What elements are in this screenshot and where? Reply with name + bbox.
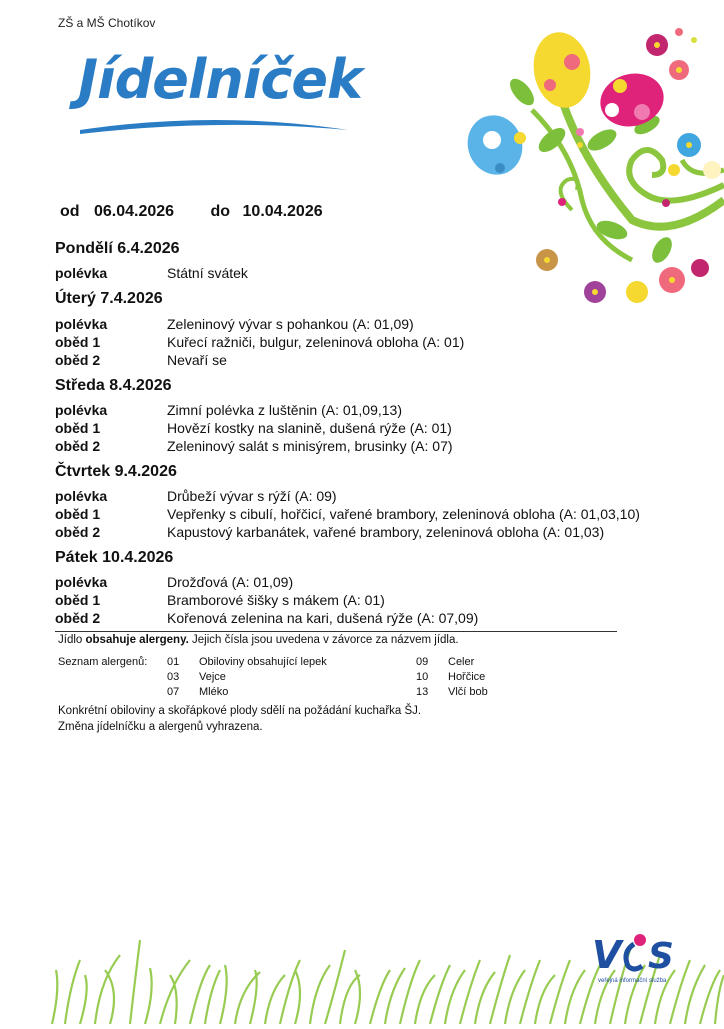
allergen-code: 03 (167, 671, 180, 683)
allergen-intro-prefix: Jídlo (58, 634, 86, 646)
day-title-friday: Pátek 10.4.2026 (55, 549, 174, 566)
allergen-intro-bold: obsahuje alergeny. (85, 634, 189, 646)
meal-text: Hovězí kostky na slanině, dušená rýže (A: 01) (167, 420, 452, 436)
allergen-name: Mléko (199, 686, 229, 698)
meal-text: Kapustový karbanátek, vařené brambory, zeleninová obloha (A: 01,03) (167, 524, 605, 540)
svg-text:S: S (648, 936, 674, 977)
meal-label: oběd 1 (55, 592, 101, 608)
logo-title: Jídelníček (78, 48, 362, 111)
meal-text: Zimní polévka z luštěnin (A: 01,09,13) (167, 402, 403, 418)
meal-label: oběd 1 (55, 420, 101, 436)
allergen-name: Hořčice (448, 671, 486, 683)
meal-text: Zeleninový vývar s pohankou (A: 01,09) (167, 316, 414, 332)
meal-label: polévka (55, 402, 108, 418)
meal-text: Zeleninový salát s minisýrem, brusinky (A: 07) (167, 438, 453, 454)
allergen-code: 09 (416, 656, 429, 668)
meal-text: Kuřecí ražniči, bulgur, zeleninová obloha (A: 01) (167, 334, 465, 350)
meal-label: oběd 2 (55, 352, 101, 368)
meal-label: oběd 2 (55, 524, 101, 540)
menu-period (60, 203, 323, 221)
meal-label: polévka (55, 574, 108, 590)
meal-label: oběd 2 (55, 610, 101, 626)
meal-text: Drožďová (A: 01,09) (167, 574, 294, 590)
vis-tagline: veřejná informační služba (598, 978, 667, 984)
meal-text: Drůbeží vývar s rýží (A: 09) (167, 488, 337, 504)
allergen-name: Vlčí bob (448, 686, 488, 698)
easter-eggs-decoration (462, 0, 724, 320)
meal-text: Vepřenky s cibulí, hořčicí, vařené brambory, zeleninová obloha (A: 01,03,10) (167, 506, 640, 522)
allergen-name: Vejce (199, 671, 226, 683)
footnote-cereals: Konkrétní obiloviny a skořápkové plody sdělí na požádání kuchařka ŠJ. (58, 705, 422, 717)
allergen-code: 01 (167, 656, 180, 668)
allergen-code: 13 (416, 686, 429, 698)
allergen-code: 10 (416, 671, 429, 683)
meal-label: polévka (55, 488, 108, 504)
school-name: ZŠ a MŠ Chotíkov (58, 16, 156, 30)
allergen-list-label: Seznam alergenů: (58, 656, 148, 668)
meal-label: oběd 1 (55, 334, 101, 350)
separator-line (55, 631, 617, 632)
day-title-thursday: Čtvrtek 9.4.2026 (55, 463, 177, 480)
meal-text: Nevaří se (167, 352, 227, 368)
day-title-wednesday: Středa 8.4.2026 (55, 377, 172, 394)
logo-swoosh-icon (76, 48, 356, 138)
period-from-label: od (60, 203, 80, 220)
meal-text: Bramborové šišky s mákem (A: 01) (167, 592, 385, 608)
meal-label: polévka (55, 316, 108, 332)
meal-label: oběd 1 (55, 506, 101, 522)
meal-label: polévka (55, 265, 108, 281)
meal-text: Kořenová zelenina na kari, dušená rýže (A: 07,09) (167, 610, 479, 626)
allergen-intro-suffix: Jejich čísla jsou uvedena v závorce za názvem jídla. (188, 634, 459, 646)
allergen-name: Obiloviny obsahující lepek (199, 656, 327, 668)
period-to-date: 10.04.2026 (242, 203, 323, 220)
day-title-monday: Pondělí 6.4.2026 (55, 240, 180, 257)
footnote-changes: Změna jídelníčku a alergenů vyhrazena. (58, 721, 263, 733)
menu-logo (76, 48, 362, 138)
period-from-date: 06.04.2026 (94, 203, 175, 220)
svg-text:V: V (592, 933, 622, 977)
allergen-intro (58, 634, 459, 646)
vis-logo (592, 930, 692, 982)
allergen-code: 07 (167, 686, 180, 698)
meal-label: oběd 2 (55, 438, 101, 454)
period-to-label: do (210, 203, 231, 220)
day-title-tuesday: Úterý 7.4.2026 (55, 290, 163, 307)
meal-text: Státní svátek (167, 265, 248, 281)
allergen-name: Celer (448, 656, 475, 668)
